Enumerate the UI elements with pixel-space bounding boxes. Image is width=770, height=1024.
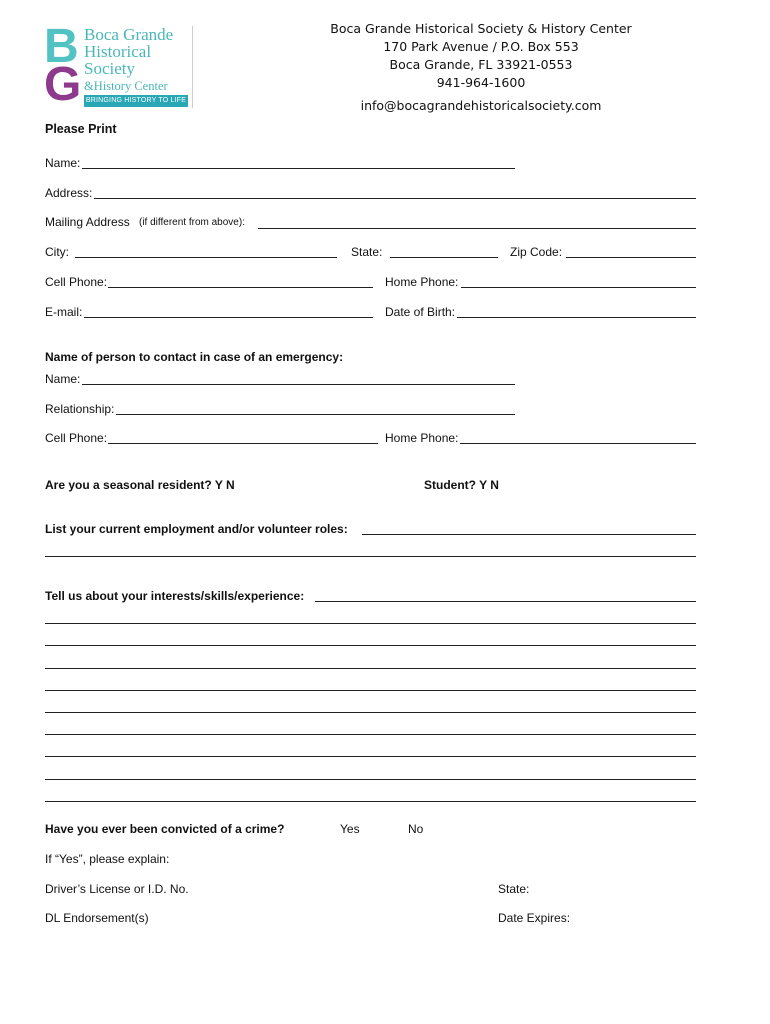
emergency-cell-label: Cell Phone: bbox=[45, 431, 108, 445]
emergency-name-field[interactable] bbox=[82, 384, 515, 385]
employment-field-line-2[interactable] bbox=[45, 556, 696, 557]
logo-letter-g: G bbox=[44, 58, 82, 111]
dob-field[interactable] bbox=[457, 317, 696, 318]
logo-divider bbox=[192, 26, 193, 108]
student-question[interactable]: Student? Y N bbox=[424, 478, 499, 492]
crime-yes-option[interactable]: Yes bbox=[340, 822, 360, 836]
employment-label: List your current employment and/or volunteer roles: bbox=[45, 522, 348, 536]
logo-line-1: Boca Grande bbox=[84, 25, 174, 44]
logo-line-4: &History Center bbox=[84, 79, 168, 93]
interests-label: Tell us about your interests/skills/experience: bbox=[45, 589, 305, 603]
mailing-address-note: (if different from above): bbox=[139, 217, 245, 228]
interests-line[interactable] bbox=[45, 645, 696, 646]
cell-phone-field[interactable] bbox=[108, 287, 373, 288]
name-field[interactable] bbox=[82, 168, 515, 169]
state-field[interactable] bbox=[390, 257, 498, 258]
zip-label: Zip Code: bbox=[510, 245, 563, 259]
header-email: info@bocagrandehistoricalsociety.com bbox=[360, 98, 602, 113]
emergency-heading: Name of person to contact in case of an emergency: bbox=[45, 350, 344, 364]
interests-line[interactable] bbox=[45, 623, 696, 624]
interests-line[interactable] bbox=[45, 779, 696, 780]
interests-line[interactable] bbox=[45, 712, 696, 713]
zip-field[interactable] bbox=[566, 257, 696, 258]
home-phone-field[interactable] bbox=[461, 287, 696, 288]
logo-tagline: BRINGING HISTORY TO LIFE bbox=[84, 95, 188, 107]
header-phone: 941-964-1600 bbox=[436, 75, 526, 90]
interests-line[interactable] bbox=[45, 734, 696, 735]
name-label: Name: bbox=[45, 156, 81, 170]
date-expires-label: Date Expires: bbox=[498, 911, 571, 925]
mailing-address-field[interactable] bbox=[258, 228, 696, 229]
crime-explain-label: If “Yes”, please explain: bbox=[45, 852, 170, 866]
cell-phone-label: Cell Phone: bbox=[45, 275, 108, 289]
employment-field[interactable] bbox=[362, 534, 696, 535]
crime-no-option[interactable]: No bbox=[408, 822, 424, 836]
emergency-name-label: Name: bbox=[45, 372, 81, 386]
city-field[interactable] bbox=[75, 257, 337, 258]
license-label: Driver’s License or I.D. No. bbox=[45, 882, 189, 896]
email-label: E-mail: bbox=[45, 305, 83, 319]
interests-line[interactable] bbox=[45, 690, 696, 691]
home-phone-label: Home Phone: bbox=[385, 275, 459, 289]
city-label: City: bbox=[45, 245, 69, 259]
email-field[interactable] bbox=[84, 317, 373, 318]
mailing-address-label: Mailing Address bbox=[45, 215, 130, 229]
interests-field[interactable] bbox=[315, 601, 696, 602]
address-label: Address: bbox=[45, 186, 93, 200]
crime-question: Have you ever been convicted of a crime? bbox=[45, 822, 285, 836]
emergency-cell-field[interactable] bbox=[108, 443, 378, 444]
dl-endorsement-label: DL Endorsement(s) bbox=[45, 911, 149, 925]
header-address-2: Boca Grande, FL 33921-0553 bbox=[389, 57, 573, 72]
interests-line[interactable] bbox=[45, 801, 696, 802]
emergency-home-label: Home Phone: bbox=[385, 431, 459, 445]
interests-line[interactable] bbox=[45, 668, 696, 669]
interests-line[interactable] bbox=[45, 756, 696, 757]
emergency-relationship-field[interactable] bbox=[116, 414, 515, 415]
logo-line-2: Historical bbox=[84, 42, 152, 61]
header-org: Boca Grande Historical Society & History Center bbox=[330, 21, 632, 36]
emergency-home-field[interactable] bbox=[460, 443, 696, 444]
dob-label: Date of Birth: bbox=[385, 305, 456, 319]
logo-line-3: Society bbox=[84, 59, 135, 78]
state-label: State: bbox=[351, 245, 383, 259]
please-print-heading: Please Print bbox=[45, 122, 117, 136]
emergency-relationship-label: Relationship: bbox=[45, 402, 115, 416]
logo bbox=[44, 20, 196, 111]
seasonal-resident-question[interactable]: Are you a seasonal resident? Y N bbox=[45, 478, 235, 492]
logo-letter-b: B bbox=[44, 20, 79, 73]
header-address-1: 170 Park Avenue / P.O. Box 553 bbox=[383, 39, 579, 54]
license-state-label: State: bbox=[498, 882, 530, 896]
address-field[interactable] bbox=[94, 198, 696, 199]
